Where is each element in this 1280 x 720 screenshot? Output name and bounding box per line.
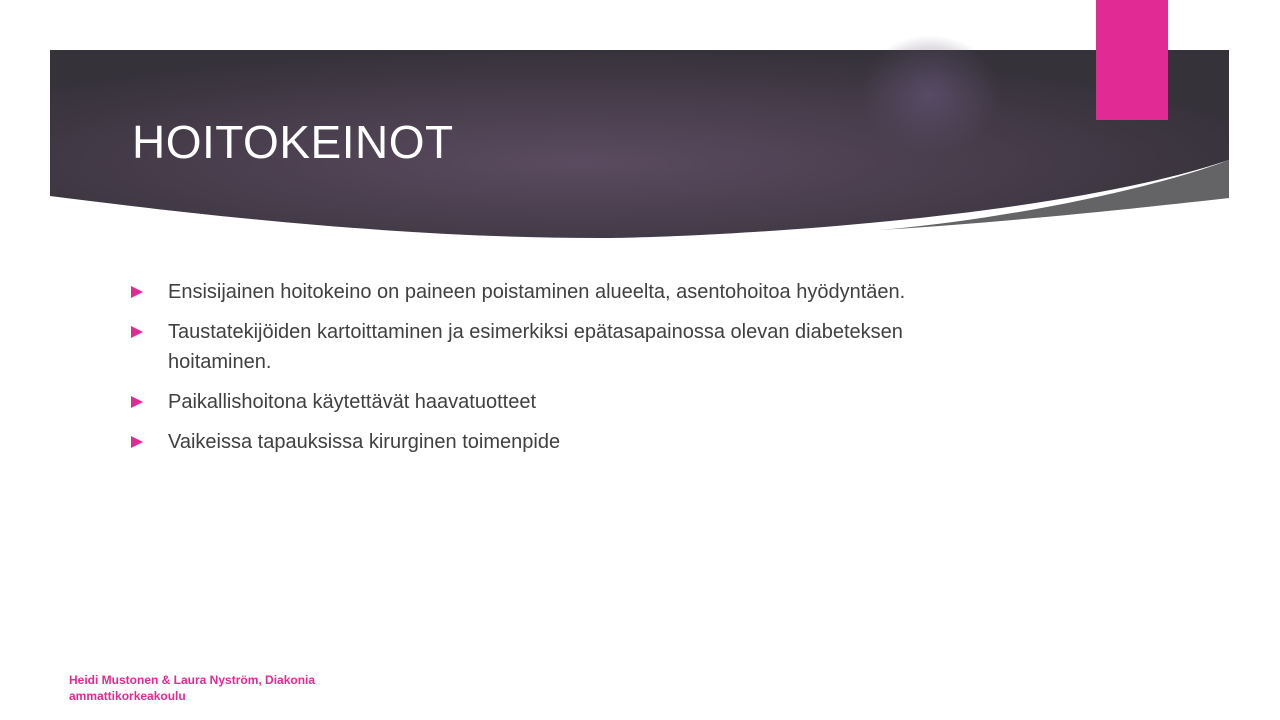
slide-title: HOITOKEINOT (132, 116, 454, 168)
bullet-text: Vaikeissa tapauksissa kirurginen toimenpide (168, 431, 561, 453)
bullet-list (130, 277, 930, 467)
triangle-right-icon (130, 387, 168, 417)
list-item (130, 387, 930, 417)
bullet-text: Paikallishoitona käytettävät haavatuotteet (168, 391, 537, 413)
bullet-text: Taustatekijöiden kartoittaminen ja esimerkiksi epätasapainossa olevan diabeteksen hoitaminen. (168, 321, 903, 373)
list-item (130, 277, 930, 307)
triangle-right-icon (130, 317, 168, 347)
triangle-right-icon (130, 427, 168, 457)
footer-credit: Heidi Mustonen & Laura Nyström, Diakonia ammattikorkeakoulu (69, 673, 316, 703)
bullet-text: Ensisijainen hoitokeino on paineen poistaminen alueelta, asentohoitoa hyödyntäen. (168, 281, 906, 303)
list-item (130, 427, 930, 457)
triangle-right-icon (130, 277, 168, 307)
list-item (130, 317, 930, 377)
accent-tab (1096, 0, 1168, 120)
